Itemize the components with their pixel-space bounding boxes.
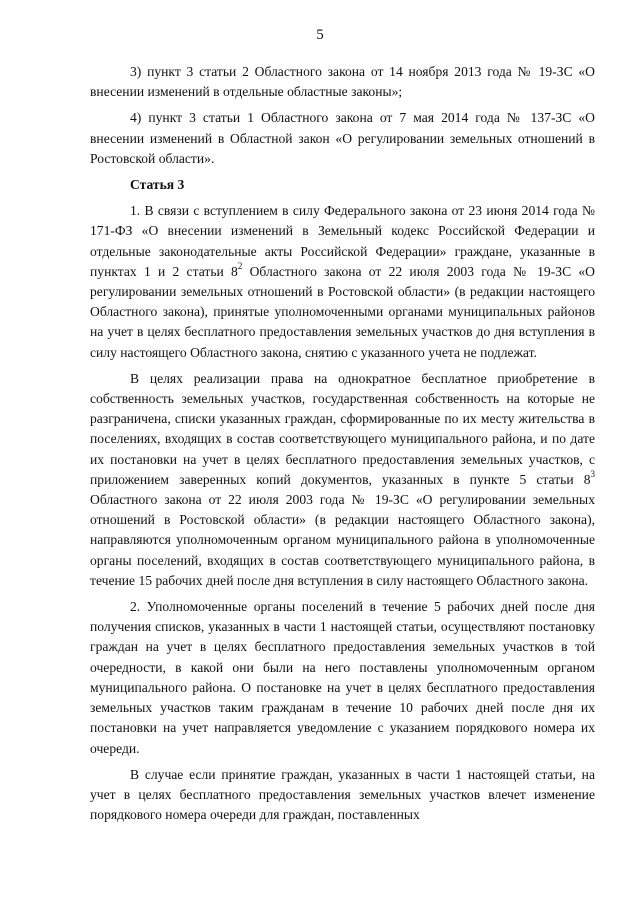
document-body	[90, 62, 595, 831]
article-part-1-paragraph-2	[90, 369, 595, 591]
paragraph-item-4: 4) пункт 3 статьи 1 Областного закона от 7 мая 2014 года № 137-ЗС «О внесении изменений в Областной закон «О регулировании земельных отношений в Ростовской области».	[90, 110, 595, 166]
article-part-2-paragraph-2: В случае если принятие граждан, указанных в части 1 настоящей статьи, на учет в целях бесплатного предоставления земельных участков влечет изменение порядкового номера очереди для граждан, поставленных	[90, 766, 595, 823]
article-part-1-text-a: 1. В связи с вступлением в силу Федерального закона от 23 июня 2014 года № 171-ФЗ «О внесении изменений в Земельный кодекс Российской Федерации и отдельные законодательные акты Российской Федерации» граждане, указанные в пунктах 1 и 2 статьи 8	[90, 203, 595, 279]
paragraph-text-a: В целях реализации права на однократное бесплатное приобретение в собственность земельных участков, государственная собственность на которые не разграничена, списки указанных граждан, сформированные по их месту жительства в поселениях, входящих в состав соответствующего муниципального района, и по дате их постановки на учет в целях бесплатного предоставления земельных участков, с приложением заверенных копий документов, указанных в пункте 5 статьи 8	[90, 370, 595, 487]
article-part-1-text-b: Областного закона от 22 июля 2003 года № 19-ЗС «О регулировании земельных отношений в Ростовской области» (в редакции настоящего Областного закона), принятые уполномоченными органами муниципальных районов на учет в целях бесплатного предоставления земельных участков до дня вступления в силу настоящего Областного закона, снятию с указанного учета не подлежат.	[90, 263, 595, 360]
article-heading: Статья 3	[130, 177, 185, 193]
article-part-2: 2. Уполномоченные органы поселений в течение 5 рабочих дней после дня получения списков, указанных в части 1 настоящей статьи, осуществляют постановку граждан на учет в целях бесплатного предоставления земельных участков в той очередности, в какой они были на него поставлены уполномоченным органом муниципального района. О постановке на учет в целях бесплатного предоставления земельных участков таким гражданам в течение 10 рабочих дней после дня их постановки на учет направляется уведомление с указанием порядкового номера их очереди.	[90, 599, 595, 756]
paragraph-item-3: 3) пункт 3 статьи 2 Областного закона от 14 ноября 2013 года № 19-ЗС «О внесении изменений в отдельные областные законы»;	[90, 64, 595, 100]
page-number: 5	[316, 27, 324, 43]
superscript-3: 3	[590, 469, 595, 480]
article-part-1	[90, 201, 595, 363]
superscript-2: 2	[237, 261, 243, 272]
paragraph-text-b: Областного закона от 22 июля 2003 года № 19-ЗС «О регулировании земельных отношений в Ростовской области» (в редакции настоящего Областного закона), направляются уполномоченным органом муниципального района в уполномоченные органы поселений, входящих в состав соответствующего муниципального района, в течение 15 рабочих дней после дня вступления в силу настоящего Областного закона.	[90, 492, 595, 588]
